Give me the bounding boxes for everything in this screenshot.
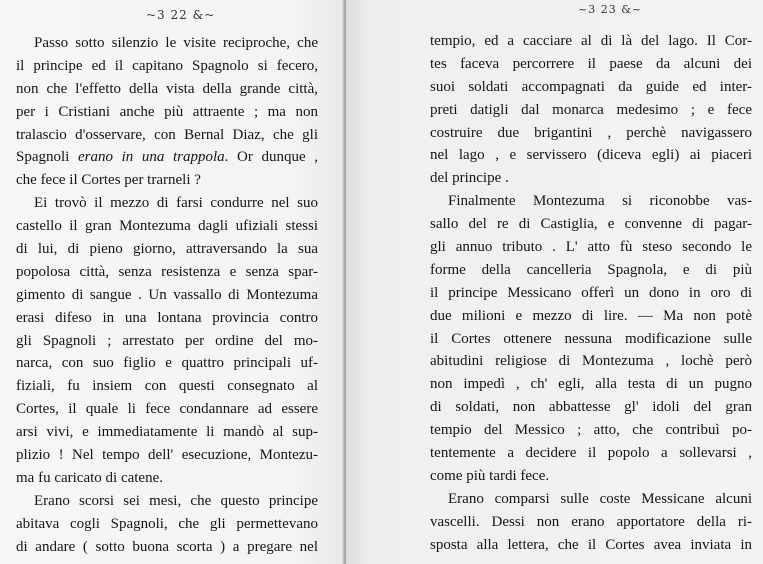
text-line: che fece il Cortes per trarneli ? — [16, 172, 201, 189]
text-line: castello il gran Montezuma dagli ufiziali stessi — [16, 218, 318, 235]
text-line: preti datigli dal monarca medesimo ; e fece — [430, 101, 752, 118]
text-line-with-italic: Spagnoli erano in una trappola. Or dunque , — [16, 149, 318, 166]
text-line: due milioni e mezzo di lire. — Ma non potè — [430, 307, 752, 324]
page-ornament-left: ~3 — [146, 8, 171, 22]
right-page-number: ~3 23 &~ — [578, 3, 643, 16]
text-line: abitudini religiose di Montezuma , lochè però — [430, 353, 752, 370]
text-line: di lui, di pieno giorno, attraversando la sua — [16, 241, 318, 258]
text-line: non impedì , ch' egli, alla testa di un pugno — [430, 376, 752, 393]
text-line: il Cortes ottenere nessuna modificazione sulle — [430, 330, 752, 347]
text-line: per i Cristiani anche più attraente ; ma non — [16, 103, 318, 120]
text-line: tralascio d'osservare, con Bernal Diaz, che gli — [16, 126, 318, 143]
text-line: arsi vivi, e immediatamente li mandò al sup- — [16, 424, 318, 441]
text-line: narca, con suo figlio e quattro principali uf- — [16, 355, 318, 372]
text-line: Cortes, il quale li fece condannare ad essere — [16, 401, 318, 418]
text-line: Ei trovò il mezzo di farsi condurre nel suo — [34, 195, 318, 212]
right-page — [346, 0, 763, 564]
text-line: non che l'effetto della vista della grande città, — [16, 80, 318, 97]
text-line: tentemente a decidere il popolo a sollevarsi , — [430, 445, 752, 462]
text-line: del principe . — [430, 170, 509, 187]
text-line: come più tardi fece. — [430, 467, 550, 484]
text-line: Erano comparsi sulle coste Messicane alcuni — [448, 490, 752, 507]
left-page-text — [16, 32, 318, 558]
left-page — [0, 0, 344, 564]
text-line: Finalmente Montezuma si riconobbe vas- — [448, 193, 752, 210]
italic-phrase: erano in una trappola — [77, 149, 225, 166]
text-line: forme della cancelleria Spagnola, e di più — [430, 261, 752, 278]
text-line: gli Spagnoli ; arrestato per ordine del mo- — [16, 332, 318, 349]
text-line: plizio ! Nel tempo dell' esecuzione, Montezu- — [16, 447, 318, 464]
text-line: sposta alla lettera, che il Cortes avea inviata in — [430, 536, 752, 553]
text-line: gli annuo tributo . L' atto fù steso secondo le — [430, 239, 752, 256]
text-line: sallo del re di Castiglia, e convenne di pagar- — [430, 216, 752, 233]
page-ornament-left: ~3 — [578, 3, 601, 16]
text-line: gimento di sangue . Un vassallo di Montezuma — [16, 286, 318, 303]
right-page-text — [430, 30, 752, 556]
text-line: costruire due brigantini , perchè navigassero — [430, 124, 752, 141]
text-line: abitava cogli Spagnoli, che gli permettevano — [16, 515, 318, 532]
text-line: tes faceva percorrere il paese da alcuni dei — [430, 55, 752, 72]
text-line: suoi soldati accompagnati da guide ed inter- — [430, 78, 752, 95]
text-line: popolosa città, senza resistenza e senza spar- — [16, 263, 318, 280]
text-line: fiziali, fu insiem con questi consegnato al — [16, 378, 318, 395]
page-ornament-right: &~ — [187, 8, 216, 22]
text-line: vascelli. Dessi non erano apportatore della ri- — [430, 513, 752, 530]
left-page-number: ~3 22 &~ — [146, 8, 216, 22]
text-line: Passo sotto silenzio le visite reciproche, che — [34, 35, 318, 51]
page-ornament-right: &~ — [616, 3, 643, 16]
text-line: il principe ed il capitano Spagnolo si fecero, — [16, 57, 318, 74]
text-line: tempio, ed a cacciare al di là del lago. Il Cor- — [430, 33, 752, 49]
text-line: ma fu caricato di catene. — [16, 469, 163, 486]
text-line: il principe Messicano offerì un dono in oro di — [430, 284, 752, 301]
text-line: erasi difeso in una lontana provincia contro — [16, 309, 318, 326]
text-line: nel lago , e servissero (diceva egli) ai piaceri — [430, 147, 752, 164]
text-line: di andare ( sotto buona scorta ) a pregare nel — [16, 538, 318, 555]
text-line: di soldati, non abbattesse gl' idoli del gran — [430, 399, 752, 416]
text-line: Erano scorsi sei mesi, che questo principe — [34, 492, 318, 509]
text-line: tempio del Messico ; atto, che contribuì po- — [430, 422, 752, 439]
